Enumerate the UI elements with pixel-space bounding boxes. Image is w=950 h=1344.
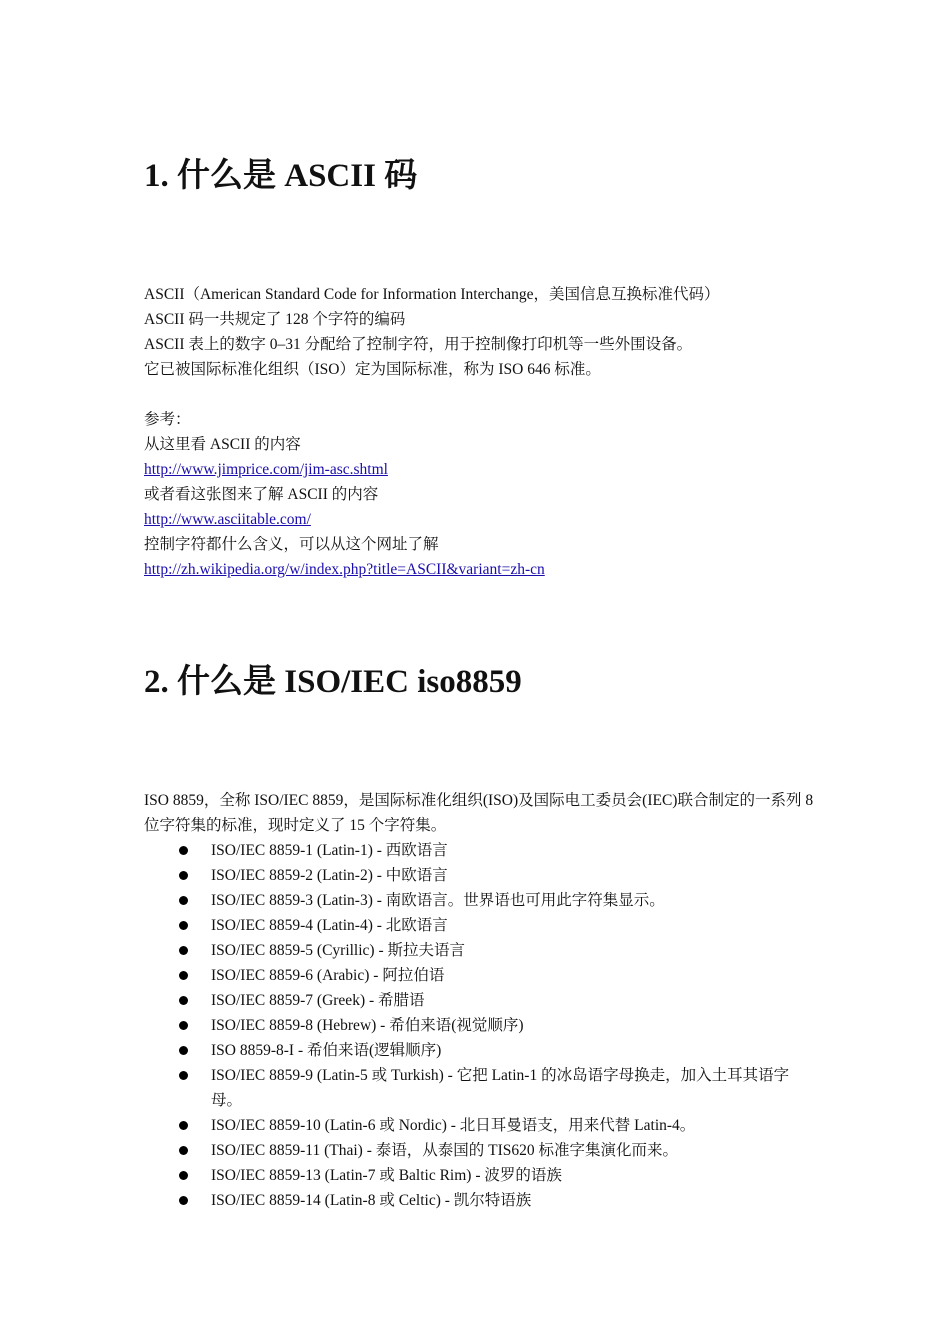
section-1-heading: 1. 什么是 ASCII 码 [144,158,418,194]
bullet-icon [179,1071,188,1080]
reference-text: 或者看这张图来了解 ASCII 的内容 [144,486,379,503]
bullet-icon [179,1146,188,1155]
list-item: ISO 8859-8-I - 希伯来语(逻辑顺序) [144,1038,814,1063]
bullet-icon [179,871,188,880]
bullet-icon [179,1171,188,1180]
paragraph-line: 它已被国际标准化组织（ISO）定为国际标准，称为 ISO 646 标准。 [144,361,601,378]
list-item: ISO/IEC 8859-3 (Latin-3) - 南欧语言。世界语也可用此字符集显示。 [144,888,814,913]
list-item: ISO/IEC 8859-7 (Greek) - 希腊语 [144,988,814,1013]
bullet-icon [179,996,188,1005]
section-2-intro: ISO 8859，全称 ISO/IEC 8859，是国际标准化组织(ISO)及国际电工委员会(IEC)联合制定的一系列 8 位字符集的标准，现时定义了 15 个字符集。 [144,792,814,834]
list-item: ISO/IEC 8859-11 (Thai) - 泰语，从泰国的 TIS620 标准字集演化而来。 [144,1138,814,1163]
bullet-icon [179,946,188,955]
bullet-icon [179,1021,188,1030]
reference-link-wikipedia[interactable]: http://zh.wikipedia.org/w/index.php?title=ASCII&variant=zh-cn [144,561,545,578]
section-2-heading: 2. 什么是 ISO/IEC iso8859 [144,664,522,700]
bullet-icon [179,1046,188,1055]
bullet-icon [179,846,188,855]
list-item: ISO/IEC 8859-13 (Latin-7 或 Baltic Rim) - 波罗的语族 [144,1163,814,1188]
paragraph-line: ASCII（American Standard Code for Information Interchange，美国信息互换标准代码） [144,286,720,303]
section-1-body [144,282,814,582]
bullet-icon [179,971,188,980]
list-item: ISO/IEC 8859-5 (Cyrillic) - 斯拉夫语言 [144,938,814,963]
paragraph-line: ASCII 码一共规定了 128 个字符的编码 [144,311,406,328]
bullet-icon [179,1121,188,1130]
list-item: ISO/IEC 8859-1 (Latin-1) - 西欧语言 [144,838,814,863]
list-item: ISO/IEC 8859-4 (Latin-4) - 北欧语言 [144,913,814,938]
bullet-icon [179,1196,188,1205]
section-2-body [144,788,814,1213]
list-item: ISO/IEC 8859-10 (Latin-6 或 Nordic) - 北日耳曼语支，用来代替 Latin-4。 [144,1113,814,1138]
bullet-icon [179,921,188,930]
reference-label: 参考： [144,411,191,428]
reference-link-asciitable[interactable]: http://www.asciitable.com/ [144,511,311,528]
list-item: ISO/IEC 8859-14 (Latin-8 或 Celtic) - 凯尔特语族 [144,1188,814,1213]
list-item: ISO/IEC 8859-9 (Latin-5 或 Turkish) - 它把 Latin-1 的冰岛语字母换走，加入土耳其语字母。 [144,1063,814,1113]
paragraph-line: ASCII 表上的数字 0–31 分配给了控制字符，用于控制像打印机等一些外围设备。 [144,336,693,353]
list-item: ISO/IEC 8859-2 (Latin-2) - 中欧语言 [144,863,814,888]
list-item: ISO/IEC 8859-8 (Hebrew) - 希伯来语(视觉顺序) [144,1013,814,1038]
bullet-icon [179,896,188,905]
reference-text: 从这里看 ASCII 的内容 [144,436,301,453]
list-item: ISO/IEC 8859-6 (Arabic) - 阿拉伯语 [144,963,814,988]
reference-text: 控制字符都什么含义，可以从这个网址了解 [144,536,439,553]
reference-link-jimprice[interactable]: http://www.jimprice.com/jim-asc.shtml [144,461,388,478]
charset-list [144,838,814,1213]
